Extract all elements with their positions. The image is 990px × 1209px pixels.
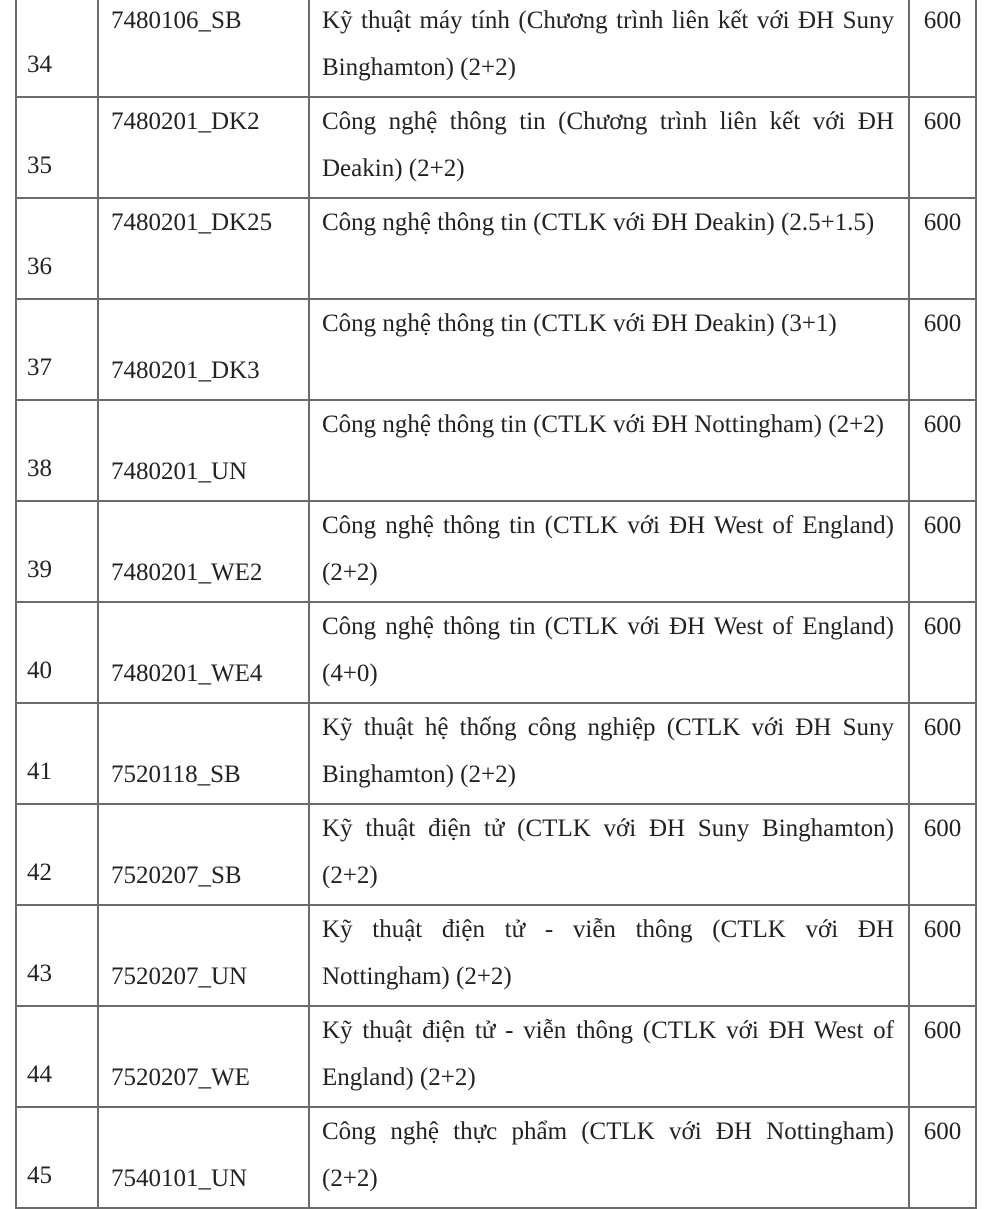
program-score: 600 — [909, 198, 976, 299]
program-score: 600 — [909, 299, 976, 400]
program-name: Kỹ thuật điện tử - viễn thông (CTLK với ĐH West of England) (2+2) — [309, 1006, 909, 1107]
program-name: Công nghệ thông tin (Chương trình liên kết với ĐH Deakin) (2+2) — [309, 97, 909, 198]
program-score: 600 — [909, 703, 976, 804]
program-code: 7480201_UN — [98, 400, 309, 501]
program-score: 600 — [909, 1107, 976, 1208]
program-table — [15, 0, 977, 1209]
program-code: 7520207_SB — [98, 804, 309, 905]
program-code: 7520118_SB — [98, 703, 309, 804]
row-number: 38 — [16, 400, 98, 501]
program-code: 7480201_DK25 — [98, 198, 309, 299]
row-number: 45 — [16, 1107, 98, 1208]
table-row — [16, 1006, 976, 1107]
row-number: 35 — [16, 97, 98, 198]
table-row — [16, 1107, 976, 1208]
program-code: 7480201_DK2 — [98, 97, 309, 198]
program-score: 600 — [909, 804, 976, 905]
row-number: 43 — [16, 905, 98, 1006]
program-score: 600 — [909, 1006, 976, 1107]
program-code: 7520207_WE — [98, 1006, 309, 1107]
program-name: Công nghệ thông tin (CTLK với ĐH West of England) (2+2) — [309, 501, 909, 602]
program-name: Công nghệ thực phẩm (CTLK với ĐH Nottingham) (2+2) — [309, 1107, 909, 1208]
table-row — [16, 97, 976, 198]
program-score: 600 — [909, 602, 976, 703]
program-code: 7480201_WE4 — [98, 602, 309, 703]
row-number: 37 — [16, 299, 98, 400]
program-name: Kỹ thuật máy tính (Chương trình liên kết với ĐH Suny Binghamton) (2+2) — [309, 0, 909, 97]
program-score: 600 — [909, 501, 976, 602]
program-name: Kỹ thuật điện tử (CTLK với ĐH Suny Binghamton) (2+2) — [309, 804, 909, 905]
row-number: 42 — [16, 804, 98, 905]
row-number: 39 — [16, 501, 98, 602]
table-row — [16, 0, 976, 97]
row-number: 34 — [16, 0, 98, 97]
program-score: 600 — [909, 400, 976, 501]
program-name: Công nghệ thông tin (CTLK với ĐH West of England) (4+0) — [309, 602, 909, 703]
table-row — [16, 299, 976, 400]
table-row — [16, 804, 976, 905]
table-row — [16, 400, 976, 501]
row-number: 40 — [16, 602, 98, 703]
program-score: 600 — [909, 0, 976, 97]
program-code: 7540101_UN — [98, 1107, 309, 1208]
table-row — [16, 905, 976, 1006]
program-name: Kỹ thuật hệ thống công nghiệp (CTLK với ĐH Suny Binghamton) (2+2) — [309, 703, 909, 804]
program-code: 7520207_UN — [98, 905, 309, 1006]
program-name: Công nghệ thông tin (CTLK với ĐH Nottingham) (2+2) — [309, 400, 909, 501]
row-number: 44 — [16, 1006, 98, 1107]
program-score: 600 — [909, 905, 976, 1006]
row-number: 36 — [16, 198, 98, 299]
program-score: 600 — [909, 97, 976, 198]
program-code: 7480201_WE2 — [98, 501, 309, 602]
program-code: 7480106_SB — [98, 0, 309, 97]
table-row — [16, 198, 976, 299]
program-code: 7480201_DK3 — [98, 299, 309, 400]
row-number: 41 — [16, 703, 98, 804]
program-name: Công nghệ thông tin (CTLK với ĐH Deakin) (2.5+1.5) — [309, 198, 909, 299]
program-name: Công nghệ thông tin (CTLK với ĐH Deakin) (3+1) — [309, 299, 909, 400]
table-row — [16, 602, 976, 703]
table-row — [16, 703, 976, 804]
program-name: Kỹ thuật điện tử - viễn thông (CTLK với ĐH Nottingham) (2+2) — [309, 905, 909, 1006]
table-row — [16, 501, 976, 602]
